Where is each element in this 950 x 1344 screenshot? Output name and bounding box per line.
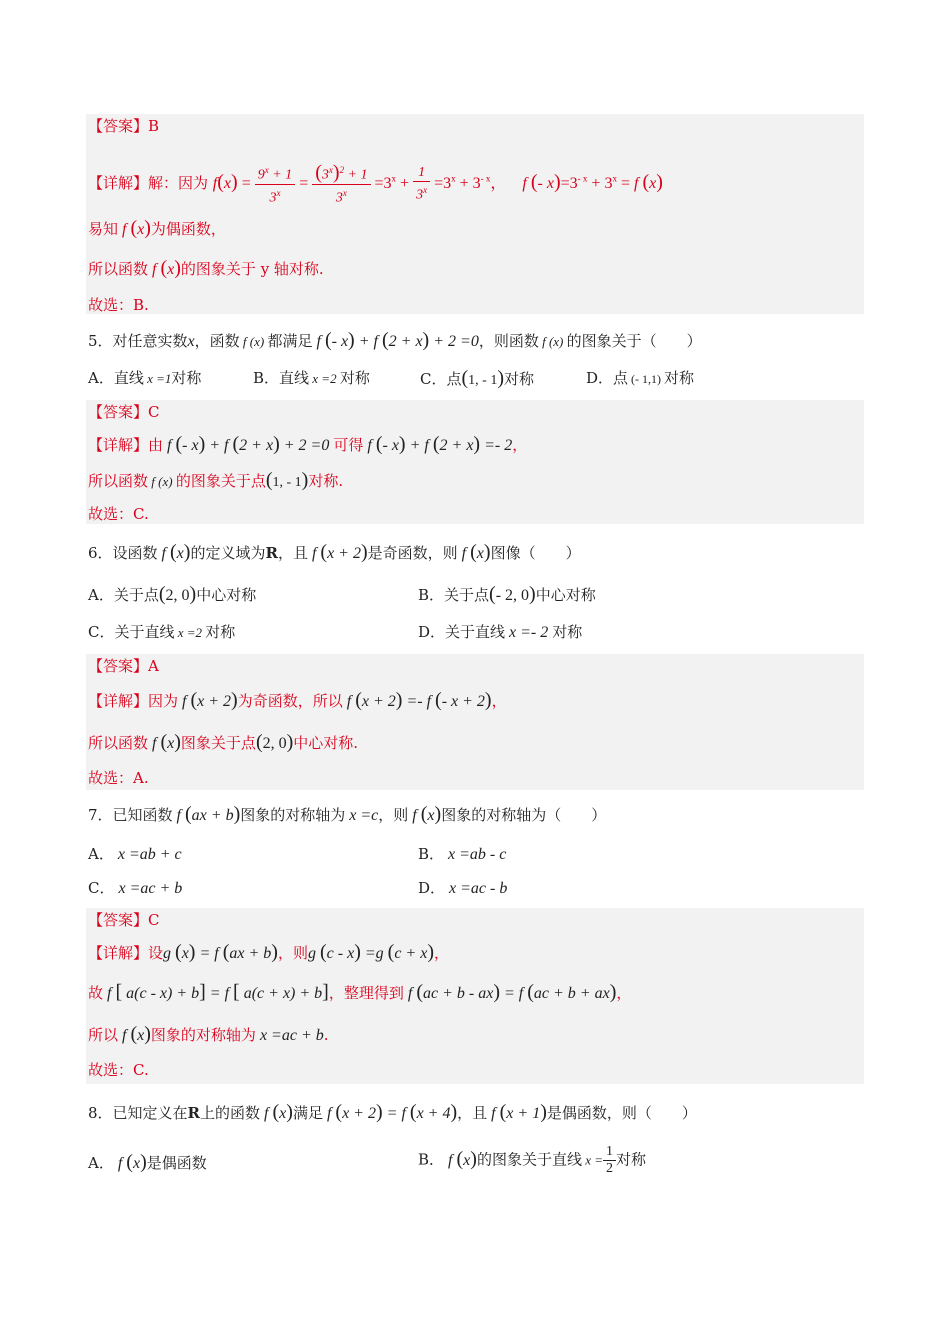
q6-line2: 所以函数 f (x)图象关于点(2, 0)中心对称. [88,731,359,753]
q7-option-a[interactable]: A． x =ab + c [88,845,182,863]
q4-detail-line [88,162,663,206]
q7-answer-block [86,908,864,1084]
q4-line2 [88,218,226,240]
q5-option-d[interactable]: D．点 (- 1,1) 对称 [586,369,695,387]
q4-choice: 故选：B. [88,296,149,314]
q5-choice: 故选：C. [88,505,149,523]
q6-answer-block [86,654,864,790]
q8-option-a[interactable]: A． f (x)是偶函数 [88,1151,207,1173]
q5-option-b[interactable]: B．直线 x =2 对称 [253,369,370,387]
q7-option-c[interactable]: C． x =ac + b [88,879,183,897]
q5-option-a[interactable]: A．直线 x =1对称 [88,369,202,387]
q7-option-b[interactable]: B． x =ab - c [418,845,507,863]
q6-option-c[interactable]: C．关于直线 x =2 对称 [88,623,236,641]
q6-option-b[interactable]: B．关于点(- 2, 0)中心对称 [418,583,596,605]
q4-answer-block [86,114,864,314]
q8-options [88,1144,866,1184]
q7-stem: 7．已知函数 f (ax + b)图象的对称轴为 x =c，则 f (x)图象的对称轴为（ ） [88,803,607,825]
q5-stem-b: ，函数 [194,332,240,350]
q4-answer-label: 【答案】B [88,117,160,135]
q5-answer-block [86,400,864,524]
q6-detail: 【详解】因为 f (x + 2)为奇函数，所以 f (x + 2) =- f (- x + 2)， [88,689,507,711]
q5-option-c[interactable]: C．点(1, - 1)对称 [420,367,535,389]
q5-stem: 5．对任意实数x，函数 f (x) 都满足 f (- x) + f (2 + x) + 2 =0，则函数 f (x) 的图象关于（ ） [88,329,702,351]
q5-stem-e: 的图象关于（ ） [566,332,702,350]
q5-stem-a: 5．对任意实数 [88,332,188,350]
q5-stem-d: ，则函数 [478,332,539,350]
q4-line2-suffix: 为偶函数， [150,220,226,238]
q5-answer-label: 【答案】C [88,403,160,421]
q5-line2: 所以函数 f (x) 的图象关于点(1, - 1)对称. [88,469,344,491]
q4-formula: f(x) = $\frac{9^x + 1}{3^x}$ = $\frac{(3^x)^2 + 1}{3^x}$ $=3^x$ + $\frac{1}{3^x}$ $=3^x + 3^{- x}$， f (- $x)=3^{- x} + 3^x = f$ (x) [212,161,663,206]
q4-fx-2: f (x) [148,257,181,279]
q4-fx: f (x) [118,217,151,239]
q7-line2: 故 f [ a(c - x) + b] = f [ a(c + x) + b]，整理得到 f (ac + b - ax) = f (ac + b + ax)， [88,981,632,1003]
q7-choice: 故选：C. [88,1061,149,1079]
q4-detail-prefix: 【详解】解：因为 [88,173,209,192]
q6-stem: 6．设函数 f (x)的定义域为R，且 f (x + 2)是奇函数，则 f (x)图像（ ） [88,541,581,563]
q7-option-d[interactable]: D． x =ac - b [418,879,508,897]
q8-stem: 8．已知定义在R上的函数 f (x)满足 f (x + 2) = f (x + 4)，且 f (x + 1)是偶函数，则（ ） [88,1101,697,1123]
q6-option-d[interactable]: D．关于直线 x =- 2 对称 [418,623,583,641]
q4-line3-suffix: 的图象关于 y 轴对称. [180,260,324,278]
q4-line3-prefix: 所以函数 [88,260,149,278]
q4-line2-prefix: 易知 [88,220,119,238]
q5-stem-c: 都满足 [267,332,313,350]
document-page [86,114,864,1176]
q6-answer-label: 【答案】A [88,657,159,675]
q7-answer-label: 【答案】C [88,911,160,929]
q6-choice: 故选：A. [88,769,149,787]
q7-detail: 【详解】设g (x) = f (ax + b)，则g (c - x) =g (c + x)， [88,941,450,963]
q7-line3: 所以 f (x)图象的对称轴为 x =ac + b. [88,1023,329,1045]
q8-option-b[interactable]: B． f (x)的图象关于直线 x = $\frac{1}{2}$ 对称 [418,1144,647,1176]
q6-option-a[interactable]: A．关于点(2, 0)中心对称 [88,583,257,605]
q4-line3 [88,258,324,280]
q5-detail: 【详解】由 f (- x) + f (2 + x) + 2 =0 可得 f (- x) + f (2 + x) =- 2， [88,433,528,455]
